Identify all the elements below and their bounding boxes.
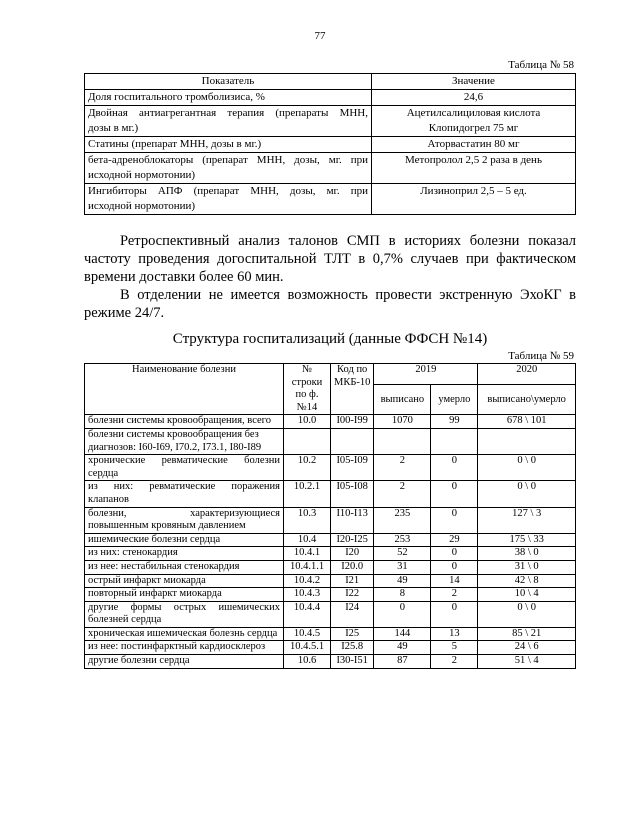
table-row bbox=[85, 455, 576, 481]
year-2020-cell: 42 \ 8 bbox=[478, 574, 576, 588]
died-2019-cell: 29 bbox=[431, 533, 478, 547]
died-2019-cell: 2 bbox=[431, 655, 478, 669]
paragraph-1: Ретроспективный анализ талонов СМП в историях болезни показал частоту проведения догоспитальной ТЛТ в 0,7% случаев при фактическом времени доставки более 60 мин. bbox=[84, 233, 576, 285]
year-2020-cell: 0 \ 0 bbox=[478, 601, 576, 627]
indicator-cell bbox=[85, 184, 372, 215]
mkb-code-cell: I05-I09 bbox=[331, 455, 374, 481]
died-2019-cell: 0 bbox=[431, 560, 478, 574]
row-number-cell bbox=[284, 428, 331, 454]
died-2019-cell: 0 bbox=[431, 507, 478, 533]
discharged-2019-cell: 49 bbox=[374, 574, 431, 588]
year-2020-cell bbox=[478, 428, 576, 454]
table-59 bbox=[84, 363, 576, 669]
page-number: 77 bbox=[314, 30, 326, 42]
header-row-number: № строки по ф.№14 bbox=[284, 364, 331, 415]
table-header-row bbox=[85, 364, 576, 385]
table-row bbox=[85, 574, 576, 588]
discharged-2019-cell: 8 bbox=[374, 588, 431, 602]
disease-name-cell: из них: ревматические поражения клапанов bbox=[85, 481, 284, 507]
year-2020-cell: 0 \ 0 bbox=[478, 455, 576, 481]
row-number-cell: 10.4 bbox=[284, 533, 331, 547]
value-cell bbox=[372, 90, 576, 106]
value-line: Аторвастатин 80 мг bbox=[427, 138, 520, 150]
mkb-code-cell: I30-I51 bbox=[331, 655, 374, 669]
row-number-cell: 10.2.1 bbox=[284, 481, 331, 507]
mkb-code-cell: I22 bbox=[331, 588, 374, 602]
header-year-2020: 2020 bbox=[478, 364, 576, 385]
value-cell bbox=[372, 153, 576, 184]
discharged-2019-cell: 2 bbox=[374, 481, 431, 507]
mkb-code-cell: I05-I08 bbox=[331, 481, 374, 507]
died-2019-cell: 0 bbox=[431, 481, 478, 507]
mkb-code-cell: I20 bbox=[331, 547, 374, 561]
indicator-line: дозы в мг.) bbox=[88, 122, 139, 134]
section-heading: Структура госпитализаций (данные ФФСН №14) bbox=[172, 331, 488, 347]
discharged-2019-cell: 144 bbox=[374, 627, 431, 641]
died-2019-cell: 14 bbox=[431, 574, 478, 588]
discharged-2019-cell: 0 bbox=[374, 601, 431, 627]
died-2019-cell: 2 bbox=[431, 588, 478, 602]
discharged-2019-cell: 253 bbox=[374, 533, 431, 547]
indicator-line: исходной нормотонии) bbox=[88, 200, 196, 212]
header-mkb-code: Код по МКБ-10 bbox=[331, 364, 374, 415]
mkb-code-cell: I20-I25 bbox=[331, 533, 374, 547]
indicator-line: бета-адреноблокаторы (препарат МНН, дозы, мг. при bbox=[88, 154, 368, 166]
table-row bbox=[85, 428, 576, 454]
row-number-cell: 10.4.5 bbox=[284, 627, 331, 641]
table-row bbox=[85, 106, 576, 137]
disease-name-cell: другие формы острых ишемических болезней сердца bbox=[85, 601, 284, 627]
disease-name-cell: хронические ревматические болезни сердца bbox=[85, 455, 284, 481]
disease-name-cell: болезни системы кровообращения, всего bbox=[85, 415, 284, 429]
discharged-2019-cell: 49 bbox=[374, 641, 431, 655]
indicator-line: Двойная антиагрегантная терапия (препараты МНН, bbox=[88, 107, 368, 119]
year-2020-cell: 38 \ 0 bbox=[478, 547, 576, 561]
year-2020-cell: 10 \ 4 bbox=[478, 588, 576, 602]
mkb-code-cell: I10-I13 bbox=[331, 507, 374, 533]
indicator-line: исходной нормотонии) bbox=[88, 169, 196, 181]
table-row bbox=[85, 627, 576, 641]
column-header: Значение bbox=[372, 74, 576, 90]
row-number-cell: 10.2 bbox=[284, 455, 331, 481]
row-number-cell: 10.4.4 bbox=[284, 601, 331, 627]
table-row bbox=[85, 547, 576, 561]
value-line: 24,6 bbox=[463, 91, 484, 103]
disease-name-cell: острый инфаркт миокарда bbox=[85, 574, 284, 588]
row-number-cell: 10.3 bbox=[284, 507, 331, 533]
discharged-2019-cell: 1070 bbox=[374, 415, 431, 429]
indicator-cell bbox=[85, 106, 372, 137]
table-row bbox=[85, 641, 576, 655]
value-line: Лизиноприл 2,5 – 5 ед. bbox=[420, 185, 527, 197]
row-number-cell: 10.4.2 bbox=[284, 574, 331, 588]
header-name: Наименование болезни bbox=[85, 364, 284, 415]
row-number-cell: 10.4.3 bbox=[284, 588, 331, 602]
disease-name-cell: из них: стенокардия bbox=[85, 547, 284, 561]
table-row bbox=[85, 415, 576, 429]
table-row bbox=[85, 90, 576, 106]
died-2019-cell: 0 bbox=[431, 601, 478, 627]
died-2019-cell: 0 bbox=[431, 547, 478, 561]
column-header: Показатель bbox=[85, 74, 372, 90]
indicator-cell bbox=[85, 90, 372, 106]
value-cell bbox=[372, 106, 576, 137]
table-row bbox=[85, 481, 576, 507]
table-row bbox=[85, 588, 576, 602]
year-2020-cell: 24 \ 6 bbox=[478, 641, 576, 655]
year-2020-cell: 85 \ 21 bbox=[478, 627, 576, 641]
disease-name-cell: болезни, характеризующиеся повышенным кровяным давлением bbox=[85, 507, 284, 533]
row-number-cell: 10.4.1 bbox=[284, 547, 331, 561]
table-header-row bbox=[85, 74, 576, 90]
table-row bbox=[85, 655, 576, 669]
table-row bbox=[85, 601, 576, 627]
discharged-2019-cell: 87 bbox=[374, 655, 431, 669]
value-line: Клопидогрел 75 мг bbox=[428, 122, 519, 134]
died-2019-cell: 0 bbox=[431, 455, 478, 481]
table-row bbox=[85, 533, 576, 547]
discharged-2019-cell: 31 bbox=[374, 560, 431, 574]
value-line: Ацетилсалициловая кислота bbox=[406, 107, 541, 119]
value-cell bbox=[372, 184, 576, 215]
disease-name-cell: болезни системы кровообращения без диагнозов: I60-I69, I70.2, I73.1, I80-I89 bbox=[85, 428, 284, 454]
mkb-code-cell: I20.0 bbox=[331, 560, 374, 574]
disease-name-cell: из нее: нестабильная стенокардия bbox=[85, 560, 284, 574]
disease-name-cell: ишемические болезни сердца bbox=[85, 533, 284, 547]
table-row bbox=[85, 560, 576, 574]
table-row bbox=[85, 184, 576, 215]
mkb-code-cell: I00-I99 bbox=[331, 415, 374, 429]
discharged-2019-cell: 235 bbox=[374, 507, 431, 533]
year-2020-cell: 127 \ 3 bbox=[478, 507, 576, 533]
mkb-code-cell: I25 bbox=[331, 627, 374, 641]
row-number-cell: 10.0 bbox=[284, 415, 331, 429]
disease-name-cell: повторный инфаркт миокарда bbox=[85, 588, 284, 602]
header-discharged-died: выписано\умерло bbox=[478, 385, 576, 415]
table-58 bbox=[84, 73, 576, 215]
row-number-cell: 10.6 bbox=[284, 655, 331, 669]
header-year-2019: 2019 bbox=[374, 364, 478, 385]
indicator-cell bbox=[85, 153, 372, 184]
value-cell bbox=[372, 137, 576, 153]
died-2019-cell: 99 bbox=[431, 415, 478, 429]
mkb-code-cell bbox=[331, 428, 374, 454]
table-row bbox=[85, 137, 576, 153]
year-2020-cell: 678 \ 101 bbox=[478, 415, 576, 429]
discharged-2019-cell bbox=[374, 428, 431, 454]
died-2019-cell: 13 bbox=[431, 627, 478, 641]
table58-caption: Таблица № 58 bbox=[508, 59, 574, 71]
table-row bbox=[85, 153, 576, 184]
header-died: умерло bbox=[431, 385, 478, 415]
indicator-cell bbox=[85, 137, 372, 153]
paragraph-2: В отделении не имеется возможность провести экстренную ЭхоКГ в режиме 24/7. bbox=[84, 287, 576, 321]
discharged-2019-cell: 52 bbox=[374, 547, 431, 561]
year-2020-cell: 31 \ 0 bbox=[478, 560, 576, 574]
disease-name-cell: из нее: постинфарктный кардиосклероз bbox=[85, 641, 284, 655]
died-2019-cell bbox=[431, 428, 478, 454]
died-2019-cell: 5 bbox=[431, 641, 478, 655]
mkb-code-cell: I21 bbox=[331, 574, 374, 588]
indicator-line: Ингибиторы АПФ (препарат МНН, дозы, мг. при bbox=[88, 185, 368, 197]
disease-name-cell: другие болезни сердца bbox=[85, 655, 284, 669]
mkb-code-cell: I25.8 bbox=[331, 641, 374, 655]
header-discharged: выписано bbox=[374, 385, 431, 415]
row-number-cell: 10.4.1.1 bbox=[284, 560, 331, 574]
year-2020-cell: 175 \ 33 bbox=[478, 533, 576, 547]
row-number-cell: 10.4.5.1 bbox=[284, 641, 331, 655]
disease-name-cell: хроническая ишемическая болезнь сердца bbox=[85, 627, 284, 641]
value-line: Метопролол 2,5 2 раза в день bbox=[405, 154, 542, 166]
discharged-2019-cell: 2 bbox=[374, 455, 431, 481]
year-2020-cell: 51 \ 4 bbox=[478, 655, 576, 669]
indicator-line: Статины (препарат МНН, дозы в мг.) bbox=[88, 138, 262, 150]
indicator-line: Доля госпитального тромболизиса, % bbox=[88, 91, 265, 103]
year-2020-cell: 0 \ 0 bbox=[478, 481, 576, 507]
table59-caption: Таблица № 59 bbox=[508, 350, 574, 362]
mkb-code-cell: I24 bbox=[331, 601, 374, 627]
table-row bbox=[85, 507, 576, 533]
